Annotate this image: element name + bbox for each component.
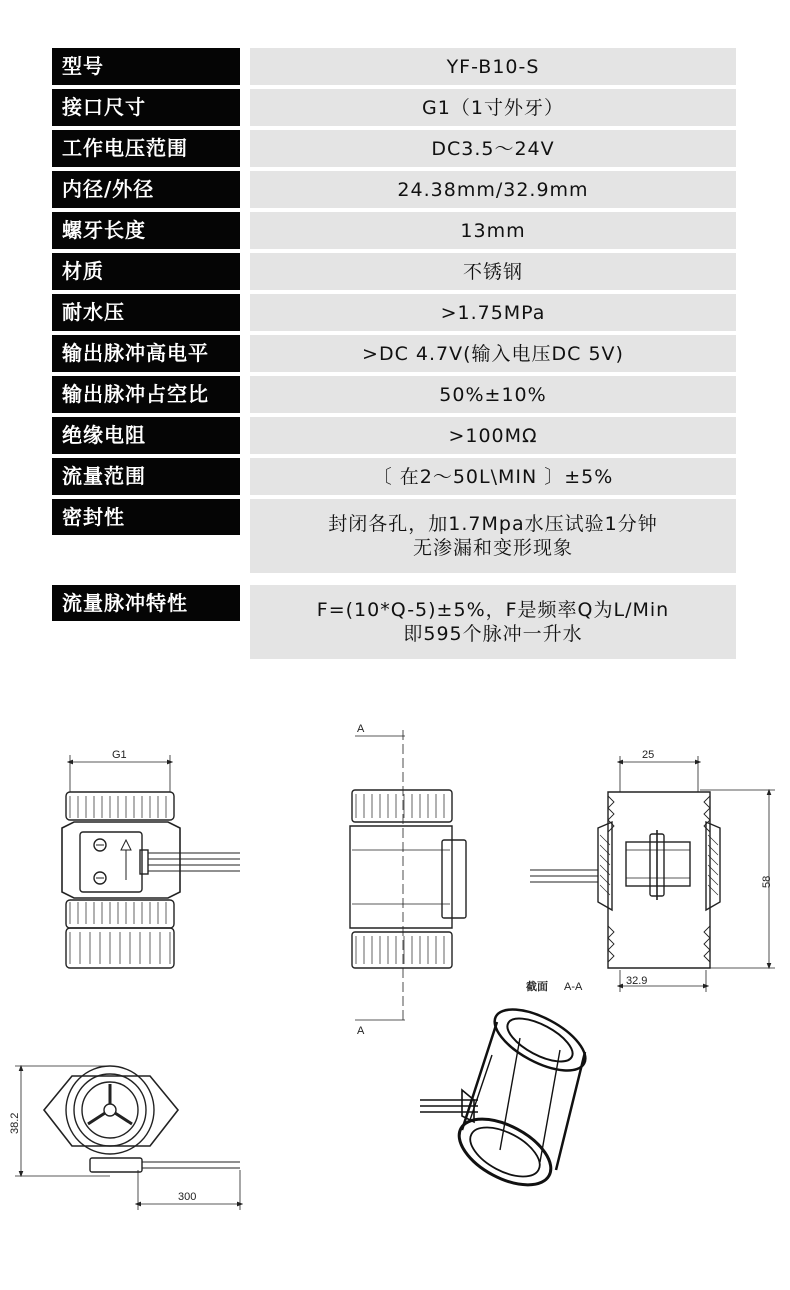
spec-value <box>250 417 736 454</box>
spec-value <box>250 585 736 659</box>
technical-drawings <box>0 700 790 1260</box>
perspective-view <box>420 997 594 1198</box>
spec-label: 耐水压 <box>52 294 240 331</box>
section-marker-top: A <box>357 723 365 735</box>
spec-value-line: YF-B10-S <box>446 55 540 78</box>
side-view <box>350 723 466 1037</box>
spec-label: 流量脉冲特性 <box>52 585 240 621</box>
spec-value <box>250 89 736 126</box>
spec-row <box>52 212 736 249</box>
end-height-dimension: 38.2 <box>9 1112 21 1134</box>
spec-value-line: >100MΩ <box>448 424 538 447</box>
spec-value-line: 24.38mm/32.9mm <box>397 178 589 201</box>
spec-value <box>250 335 736 372</box>
section-view <box>526 749 775 993</box>
spec-value-line: 封闭各孔，加1.7Mpa水压试验1分钟 <box>328 513 658 535</box>
spec-row <box>52 294 736 331</box>
spec-value <box>250 253 736 290</box>
spec-value <box>250 130 736 167</box>
spec-value <box>250 48 736 85</box>
spec-row <box>52 171 736 208</box>
spec-label: 材质 <box>52 253 240 290</box>
spec-row <box>52 89 736 126</box>
spec-label: 工作电压范围 <box>52 130 240 167</box>
spec-row <box>52 585 736 659</box>
spec-row <box>52 499 736 573</box>
spec-row <box>52 48 736 85</box>
section-marker-bottom: A <box>357 1025 365 1037</box>
spec-table <box>52 48 736 671</box>
spec-value-line: 〔 在2～50L\MIN 〕±5% <box>372 465 614 488</box>
spec-value-line: >DC 4.7V(输入电压DC 5V) <box>362 342 624 365</box>
spec-label: 内径/外径 <box>52 171 240 208</box>
spec-value <box>250 458 736 495</box>
section-height-dimension: 58 <box>761 875 773 888</box>
spec-value <box>250 376 736 413</box>
spec-value-line: 13mm <box>460 219 526 242</box>
spec-value-line: DC3.5～24V <box>431 137 555 160</box>
spec-value-line: 即595个脉冲一升水 <box>403 623 583 645</box>
spec-label: 密封性 <box>52 499 240 535</box>
end-view <box>9 1066 240 1210</box>
spec-label: 绝缘电阻 <box>52 417 240 454</box>
spec-row <box>52 335 736 372</box>
spec-label: 型号 <box>52 48 240 85</box>
spec-value <box>250 499 736 573</box>
section-caption-id: A-A <box>564 981 583 993</box>
cable-length-dimension: 300 <box>178 1191 197 1203</box>
spec-value-line: >1.75MPa <box>440 301 546 324</box>
spec-value <box>250 171 736 208</box>
spec-row <box>52 130 736 167</box>
spec-label: 输出脉冲高电平 <box>52 335 240 372</box>
spec-label: 螺牙长度 <box>52 212 240 249</box>
section-caption: 截面 <box>526 981 548 993</box>
spec-label: 输出脉冲占空比 <box>52 376 240 413</box>
spec-value-line: F=(10*Q-5)±5%，F是频率Q为L/Min <box>316 599 670 621</box>
spec-row <box>52 376 736 413</box>
drawing-canvas <box>0 700 790 1260</box>
spec-value-line: 50%±10% <box>439 383 547 406</box>
section-width-dimension: 25 <box>642 749 655 761</box>
spec-value-line: G1（1寸外牙） <box>422 96 564 119</box>
spec-row <box>52 253 736 290</box>
spec-row <box>52 417 736 454</box>
section-bottom-dimension: 32.9 <box>626 975 648 987</box>
spec-label: 流量范围 <box>52 458 240 495</box>
spec-row <box>52 458 736 495</box>
g1-dimension-label: G1 <box>112 749 127 761</box>
spec-value <box>250 212 736 249</box>
spec-value <box>250 294 736 331</box>
spec-value-line: 不锈钢 <box>462 260 523 283</box>
front-view <box>62 749 240 968</box>
spec-label: 接口尺寸 <box>52 89 240 126</box>
spec-value-line: 无渗漏和变形现象 <box>412 537 573 559</box>
